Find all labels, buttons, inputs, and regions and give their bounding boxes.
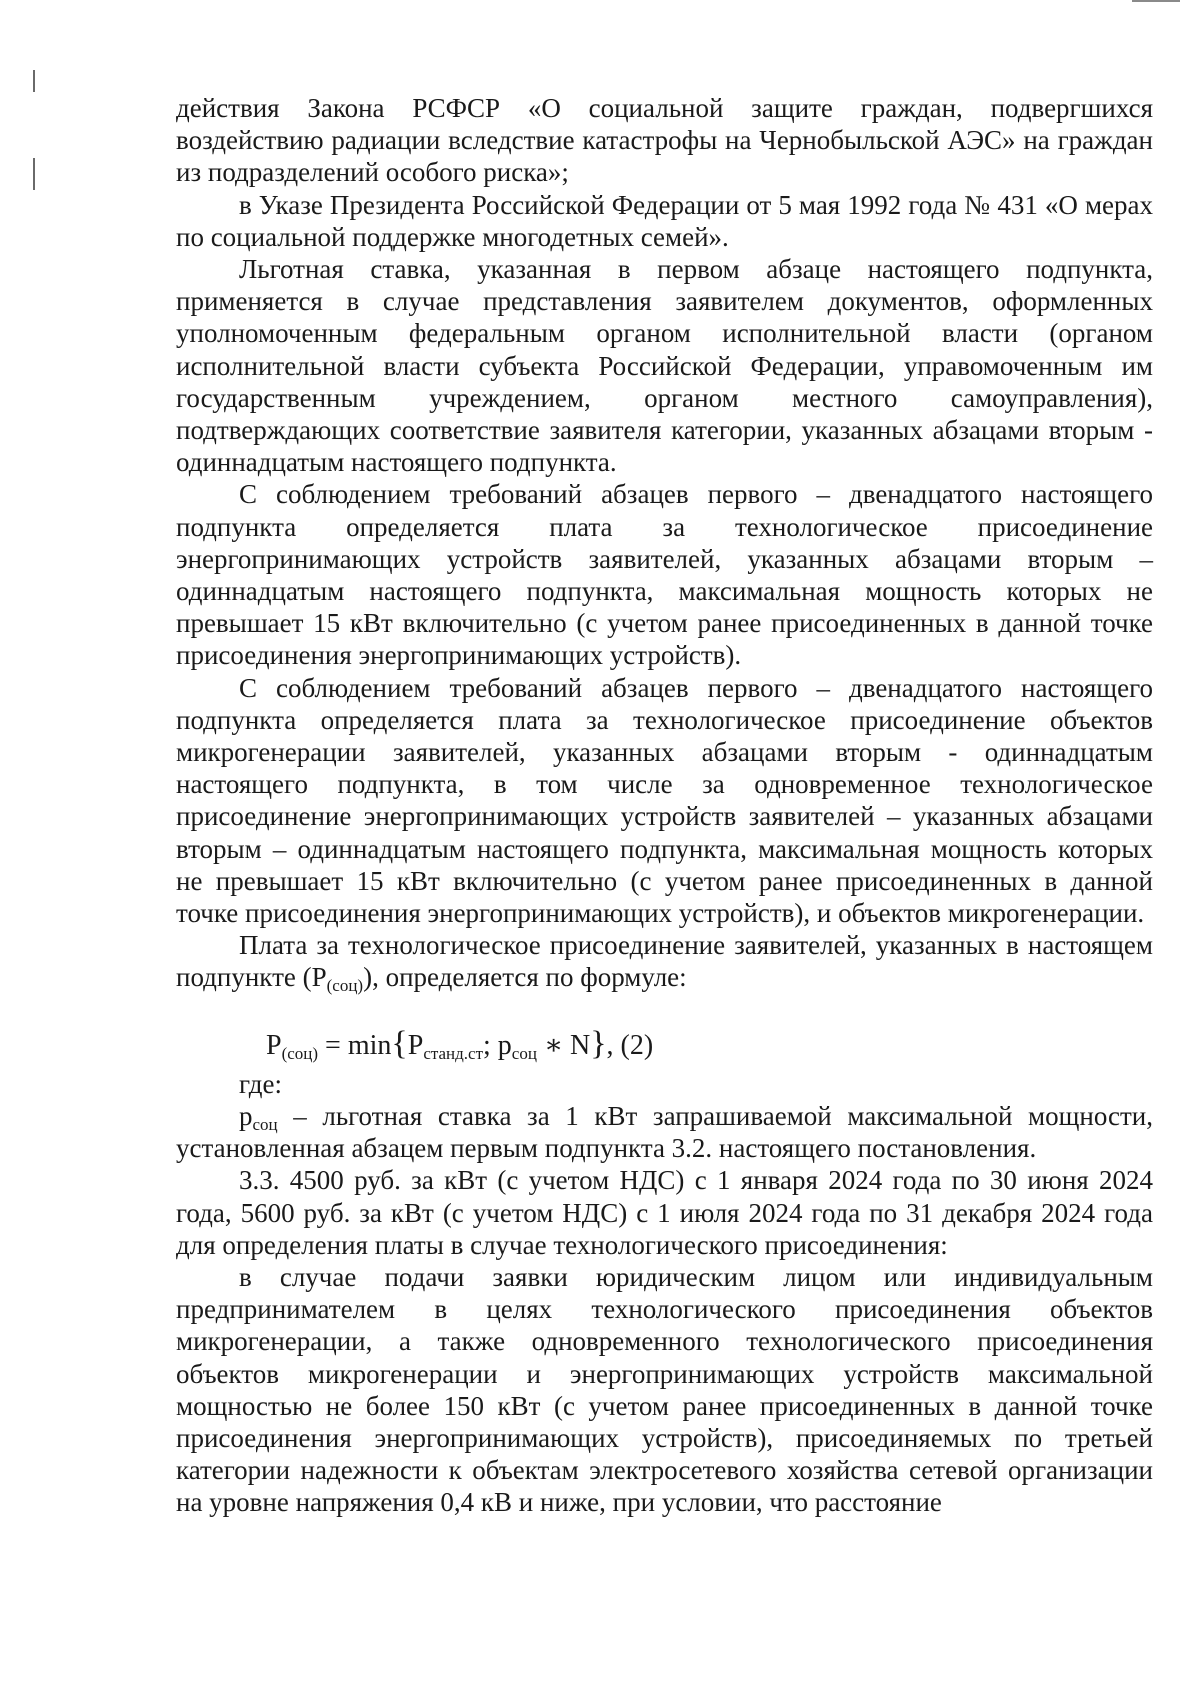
definition-symbol-subscript: соц bbox=[252, 1114, 278, 1134]
scan-edge-mark-left-1 bbox=[33, 70, 35, 92]
paragraph-decree: в Указе Президента Российской Федерации от 5 мая 1992 года № 431 «О мерах по социальной поддержке многодетных семей». bbox=[176, 189, 1153, 252]
paragraph-microgeneration: С соблюдением требований абзацев первого – двенадцатого настоящего подпункта определяется плата за технологическое присоединение объектов микрогенерации заявителей, указанных абзацами вторым - одиннадцатым настоящего подпункта, в том числе за одновременное технологическое присоединение энергопринимающих устройств заявителей – указанных абзацами вторым – одиннадцатым настоящего подпункта, максимальная мощность которых не превышает 15 кВт включительно (с учетом ранее присоединенных в данной точке присоединения энергопринимающих устройств), и объектов микрогенерации. bbox=[176, 672, 1153, 929]
definition-symbol: p bbox=[239, 1100, 253, 1131]
where-label: где: bbox=[239, 1068, 282, 1099]
formula-times: ∗ N bbox=[536, 1029, 591, 1061]
paragraph-definition bbox=[176, 1100, 1153, 1164]
formula-open-brace: { bbox=[391, 1024, 408, 1062]
formula-close-brace: } bbox=[590, 1024, 607, 1062]
fee-intro-text: Плата за технологическое присоединение заявителей, указанных в настоящем подпункте (P bbox=[176, 930, 1153, 993]
formula-lhs-subscript: (соц) bbox=[281, 1043, 319, 1063]
document-page bbox=[176, 92, 1153, 1519]
formula-number: , (2) bbox=[606, 1029, 654, 1061]
paragraph-application: в случае подачи заявки юридическим лицом или индивидуальным предпринимателем в целях технологического присоединения объектов микрогенерации, а также одновременного технологического присоединения объектов микрогенерации и энергопринимающих устройств максимальной мощностью не более 150 кВт (с учетом ранее присоединенных в данной точке присоединения энергопринимающих устройств), присоединяемых по третьей категории надежности к объектам электросетевого хозяйства сетевой организации на уровне напряжения 0,4 кВ и ниже, при условии, что расстояние bbox=[176, 1261, 1153, 1518]
formula-separator: ; p bbox=[483, 1029, 512, 1061]
fee-intro-tail: ), определяется по формуле: bbox=[363, 962, 687, 993]
formula-arg1: P bbox=[407, 1029, 424, 1061]
definition-text: – льготная ставка за 1 кВт запрашиваемой максимальной мощности, установленная абзацем первым подпункта 3.2. настоящего постановления. bbox=[176, 1100, 1153, 1164]
fee-intro-subscript: (соц) bbox=[326, 976, 364, 996]
scan-edge-mark-top bbox=[1132, 0, 1180, 2]
paragraph-fee-15kw: С соблюдением требований абзацев первого – двенадцатого настоящего подпункта определяется плата за технологическое присоединение энергопринимающих устройств заявителей, указанных абзацами вторым – одиннадцатым настоящего подпункта, максимальная мощность которых не превышает 15 кВт включительно (с учетом ранее присоединенных в данной точке присоединения энергопринимающих устройств). bbox=[176, 479, 1153, 671]
paragraph-3-3: 3.3. 4500 руб. за кВт (с учетом НДС) с 1 января 2024 года по 30 июня 2024 года, 5600 руб. за кВт (с учетом НДС) с 1 июля 2024 года по 31 декабря 2024 года для определения платы в случае технологического присоединения: bbox=[176, 1165, 1153, 1260]
formula-2 bbox=[176, 1024, 1153, 1064]
formula-min: = min bbox=[318, 1029, 392, 1061]
formula-lhs: P bbox=[266, 1029, 282, 1061]
paragraph-fee-formula-intro bbox=[176, 929, 1153, 996]
paragraph-continuation: действия Закона РСФСР «О социальной защите граждан, подвергшихся воздействию радиации вследствие катастрофы на Чернобыльской АЭС» на граждан из подразделений особого риска»; bbox=[176, 93, 1153, 188]
scan-edge-mark-left-2 bbox=[33, 158, 35, 190]
formula-arg1-subscript: станд.ст bbox=[423, 1043, 484, 1063]
paragraph-preferential-rate: Льготная ставка, указанная в первом абзаце настоящего подпункта, применяется в случае представления заявителем документов, оформленных уполномоченным федеральным органом исполнительной власти (органом исполнительной власти субъекта Российской Федерации, управомоченным им государственным учреждением, органом местного самоуправления), подтверждающих соответствие заявителя категории, указанных абзацами вторым - одиннадцатым настоящего подпункта. bbox=[176, 254, 1153, 478]
formula-arg2-subscript: соц bbox=[511, 1043, 537, 1063]
